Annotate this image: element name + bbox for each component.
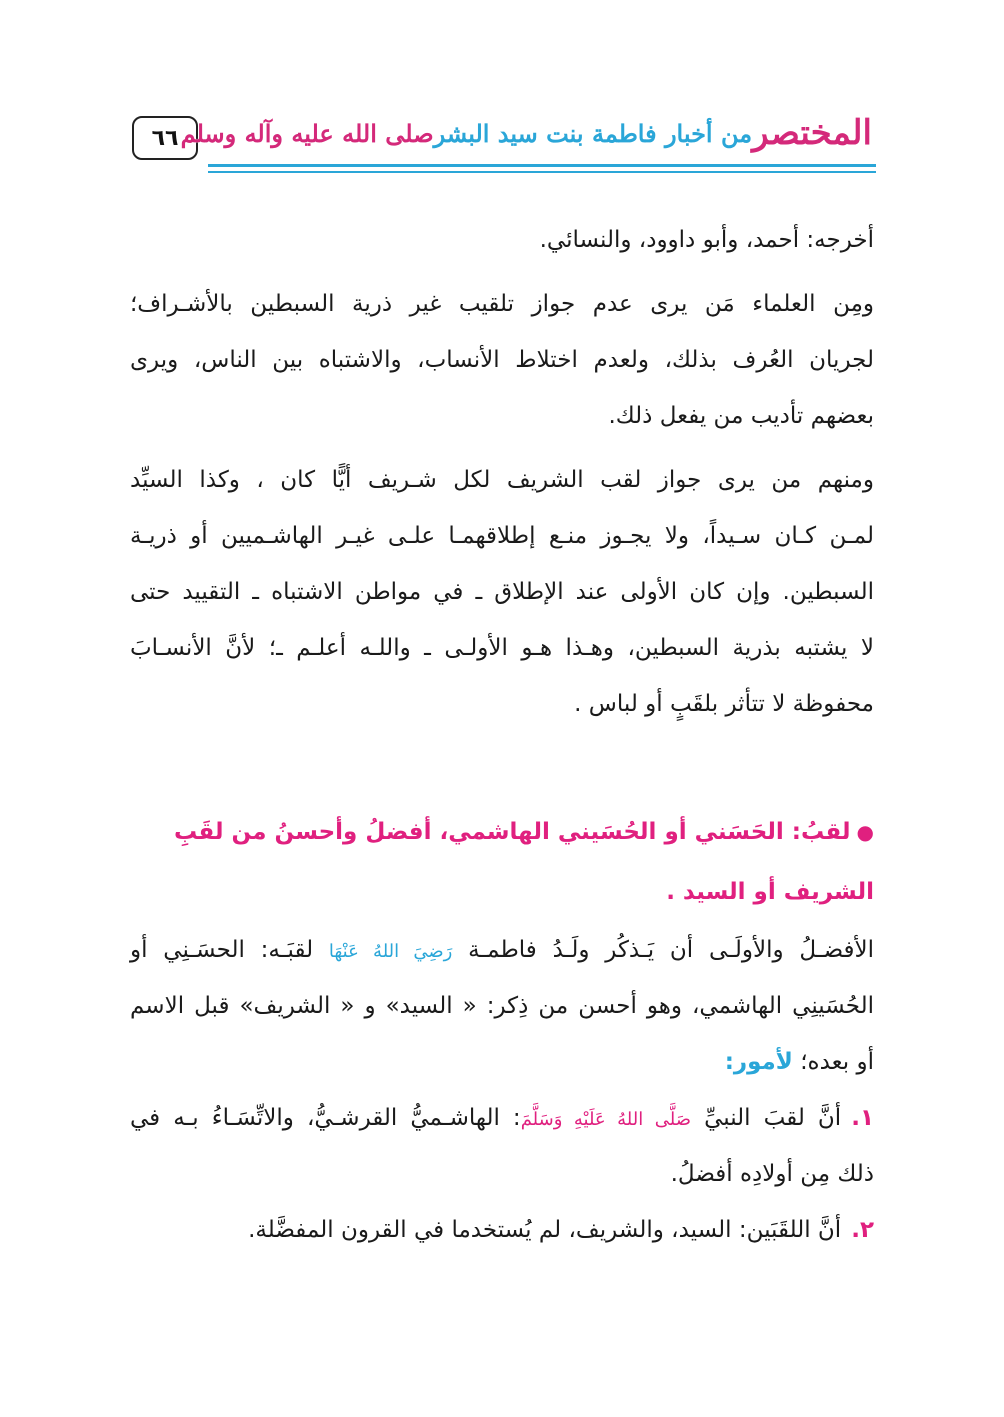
- header-title: [180, 104, 876, 162]
- paragraph-line: لا يشتبه بذرية السبطين، وهـذا هـو الأولـى ـ واللـه أعلـم ـ؛ لأنَّ الأنسـابَ: [130, 635, 874, 661]
- list-item-line: [130, 1090, 874, 1146]
- paragraph-scholars-restrict: [130, 276, 874, 444]
- header-divider: [208, 164, 876, 167]
- section-heading-line: الشريف أو السيد .: [666, 879, 874, 905]
- paragraph-line: الحُسَينِي الهاشمي، وهو أحسن من ذِكر: « السيد» و « الشريف» قبل الاسم: [130, 993, 874, 1019]
- text-span: أو بعده؛: [800, 1049, 874, 1075]
- bullet-icon: ●: [856, 820, 874, 844]
- reasons-label: لأمور:: [724, 1049, 793, 1075]
- text-span: أنَّ لقبَ النبيِّ: [704, 1105, 842, 1131]
- honorific-salawat: صَلَّى اللهُ عَلَيْهِ وَسَلَّمَ: [520, 1109, 691, 1130]
- header-divider-thin: [208, 171, 876, 173]
- paragraph-line: لجريان العُرف بذلك، ولعدم اختلاط الأنساب، والاشتباه بين الناس، ويرى: [130, 347, 874, 373]
- section-heading-line: [130, 802, 874, 862]
- honorific-radiallahu: رَضِيَ اللهُ عَنْهَا: [328, 941, 453, 962]
- page-header: [128, 98, 876, 178]
- paragraph-preference: [130, 922, 874, 1090]
- text-span: أنَّ اللقَبَين: السيد، والشريف، لم يُستخدما في القرون المفضَّلة.: [248, 1217, 842, 1243]
- paragraph-line: السبطين. وإن كان الأولى عند الإطلاق ـ في مواطن الاشتباه ـ التقييد حتى: [130, 579, 874, 605]
- text-span: الأفضـلُ والأولَـى أن يَـذكُر ولَـدُ فاطمـة: [468, 937, 875, 963]
- paragraph-line: [130, 1034, 874, 1090]
- list-item: [130, 1090, 874, 1202]
- paragraph-line: ومِن العلماء مَن يرى عدم جواز تلقيب غير ذرية السبطين بالأشـراف؛: [130, 291, 874, 317]
- list-item-line: [130, 1202, 874, 1258]
- header-title-main: المختصر: [752, 113, 872, 153]
- paragraph-line: لمـن كـان سـيداً، ولا يجـوز منـع إطلاقهمـا علـى غيـر الهاشـميين أو ذريـة: [130, 523, 874, 549]
- paragraph-line: أخرجه: أحمد، وأبو داوود، والنسائي.: [539, 227, 874, 253]
- section-heading-text: لقبُ: الحَسَني أو الحُسَيني الهاشمي، أفضلُ وأحسنُ من لقَبِ: [174, 819, 851, 845]
- paragraph-line: ومنهم من يرى جواز لقب الشريف لكل شـريف أيًّا كان ، وكذا السيِّد: [130, 467, 874, 493]
- list-item: [130, 1202, 874, 1258]
- header-title-honorific: صلى الله عليه وآله وسلم: [180, 118, 434, 148]
- page-body: [130, 212, 874, 1258]
- page-number: ٦٦: [132, 116, 198, 160]
- text-span: : الهاشـميُّ القرشـيُّ، والاتِّسَـاءُ بـه في: [130, 1105, 521, 1131]
- paragraph-line: محفوظة لا تتأثر بلقَبٍ أو لباس .: [574, 691, 874, 717]
- list-number: ١.: [851, 1105, 874, 1131]
- list-number: ٢.: [851, 1217, 874, 1243]
- paragraph-line: بعضهم تأديب من يفعل ذلك.: [608, 403, 874, 429]
- list-item-line: ذلك مِن أولادِه أفضلُ.: [670, 1161, 874, 1187]
- paragraph-scholars-permit: [130, 452, 874, 732]
- paragraph-line: [130, 922, 874, 978]
- header-title-subtitle: من أخبار فاطمة بنت سيد البشر: [433, 118, 753, 148]
- text-span: لقبَـه: الحسَـنِي أو: [130, 937, 314, 963]
- paragraph-citation: [130, 212, 874, 268]
- section-heading: [130, 802, 874, 922]
